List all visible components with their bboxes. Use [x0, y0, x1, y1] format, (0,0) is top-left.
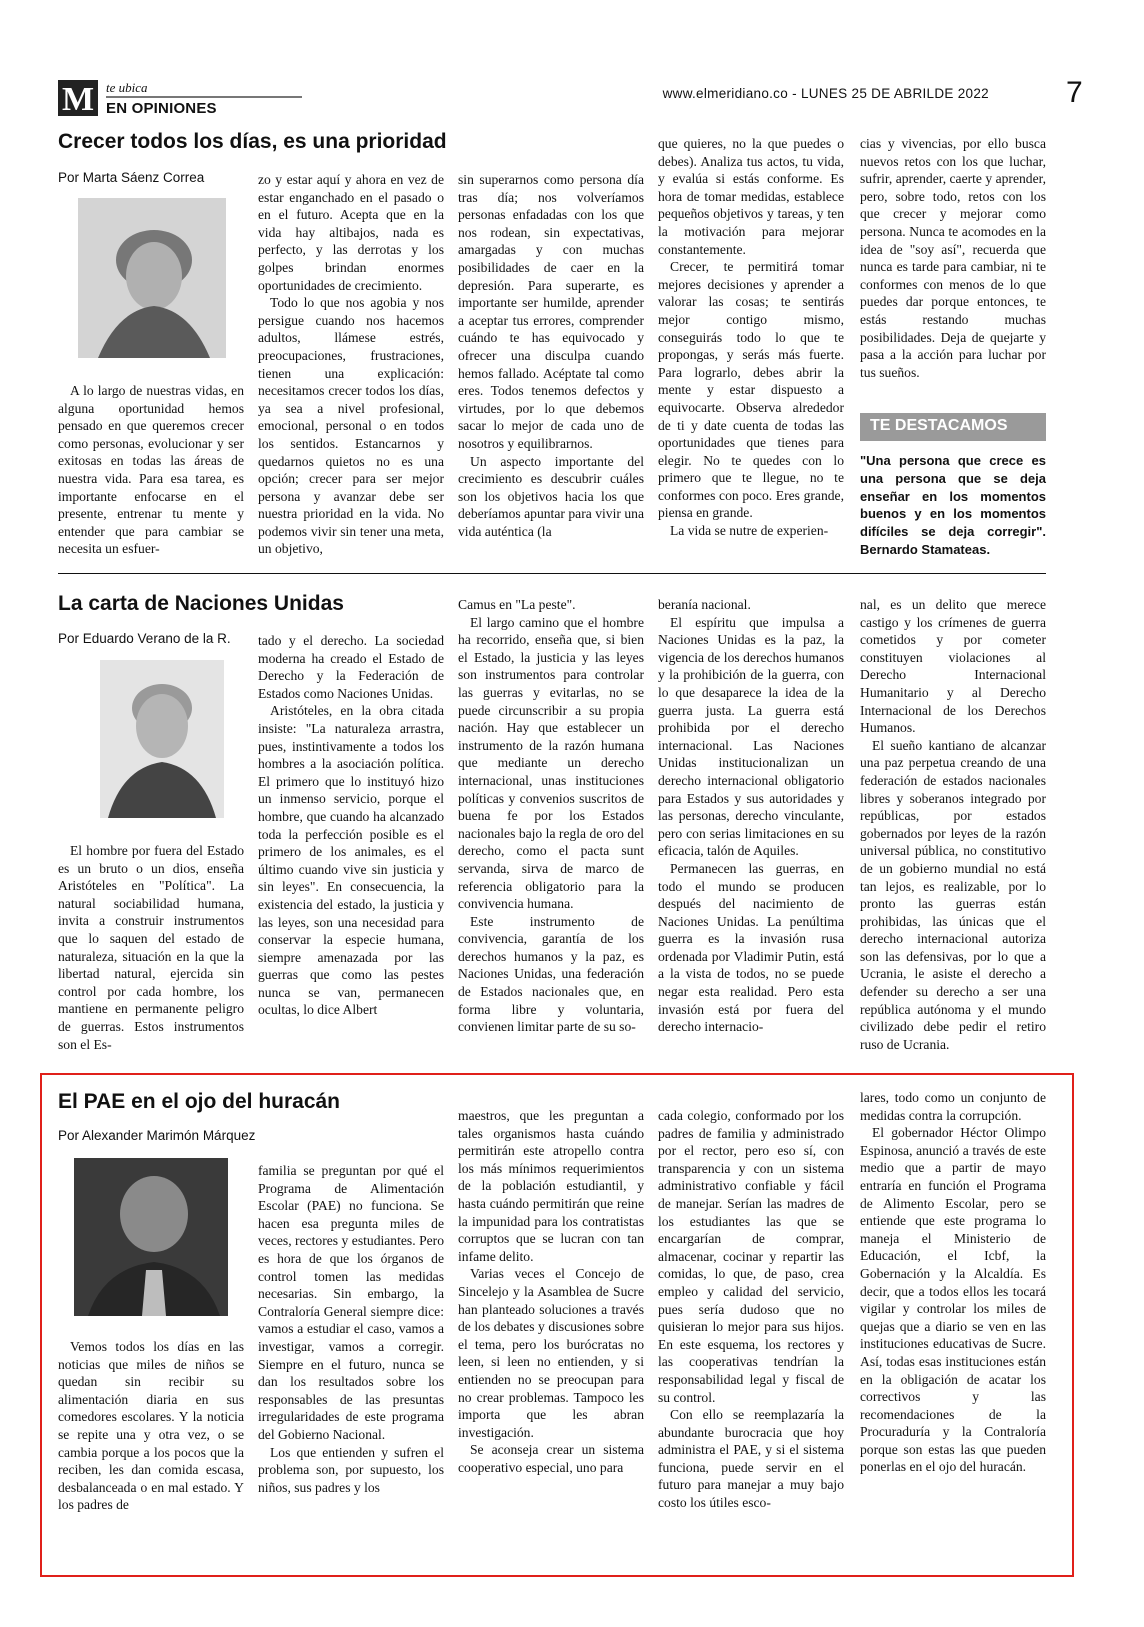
dateline: www.elmeridiano.co - LUNES 25 DE ABRILDE 2022	[662, 86, 989, 101]
article3-column-3	[458, 1107, 644, 1537]
paragraph: Con ello se reemplazaría la abundante burocracia que hoy administra el PAE, y si el sistema funciona, puede servir en el futuro para manejar a muy bajo costo los útiles esco-	[658, 1407, 844, 1511]
paragraph: Este instrumento de convivencia, garantía de los derechos humanos y la paz, es Naciones Unidas, una federación de Estados nacionales que, en forma libre y voluntaria, convienen limitar parte de su so-	[458, 913, 644, 1035]
paragraph: El espíritu que impulsa a Naciones Unidas es la paz, la vigencia de los derechos humanos y la prohibición de la guerra, con lo que desaparece la idea de la guerra justa. La guerra está prohibida por el derecho internacional. Las Naciones Unidas institucionalizan un derecho internacional obligatorio para Estados y sus autoridades y las personas, derecho vinculante, pero con serias limitaciones en su eficacia, talón de Aquiles.	[658, 614, 844, 859]
portrait-icon	[78, 198, 226, 358]
article3-column-4	[658, 1107, 844, 1537]
paragraph: Aristóteles, en la obra citada insiste: "La naturaleza arrastra, pues, instintivamente a todos los hombres a la asociación política. El primero que lo instituyó hizo un inmenso servicio, porque el hombre, que cuando ha alcanzado toda la perfección posible es el primero de los animales, es el último cuando vive sin justicia y sin leyes". En consecuencia, la existencia del estado, la justicia y las leyes, son una necesidad para conservar la especie humana, siempre amenazada por las guerras que como las pestes nunca se van, permanecen ocultas, lo dice Albert	[258, 703, 444, 1018]
divider	[58, 573, 1046, 574]
paragraph: que quieres, no la que puedes o debes). Analiza tus actos, tu vida, y evalúa si estás conforme. Es hora de tomar medidas, establece pequeños objetivos y tareas, y ten la motivación para mejorar constantemente.	[658, 136, 844, 257]
section-rule	[106, 96, 302, 98]
portrait-icon	[100, 660, 224, 818]
article1-column-4	[658, 135, 844, 561]
paragraph: El sueño kantiano de alcanzar una paz perpetua creando de una federación de estados nacionales libres y soberanos integrado por repúblicas, por estados gobernados por leyes de la razón universal pública, no constitutivo de un gobierno mundial no está tan lejos, es realizable, por lo pronto las guerras están prohibidas, las únicas que el derecho internacional autoriza son las defensivas, por lo que a Ucrania, le asiste el derecho a defender su derecho a ser una república autónoma y el mundo civilizado debe pedir el retiro ruso de Ucrania.	[860, 737, 1046, 1052]
author-photo-marta	[78, 198, 226, 358]
highlight-label: TE DESTACAMOS	[860, 413, 1046, 441]
logo-letter: M	[61, 81, 95, 116]
paragraph: Camus en "La peste".	[458, 597, 576, 612]
article3-byline: Por Alexander Marimón Márquez	[58, 1128, 256, 1143]
article3-column-1	[58, 1338, 244, 1534]
paragraph: El largo camino que el hombre ha recorrido, enseña que, si bien el Estado, la justicia y las leyes son instrumentos para controlar las guerras y evitarlas, no se puede circunscribir a su propia nación. Hay que establecer un instrumento de la razón humana que mediante un derecho internacional, unas instituciones políticas y convenios suscritos de buena fe por los Estados nacionales bajo la regla de oro del derecho, como el pacta sunt servanda, sirva de marco de referencia obligatorio para la convivencia humana.	[458, 614, 644, 912]
paragraph: lares, todo como un conjunto de medidas contra la corrupción.	[860, 1090, 1046, 1123]
paragraph: Permanecen las guerras, en todo el mundo se producen después del nacimiento de Naciones Unidas. La penúltima guerra es la invasión rusa ordenada por Vladimir Putin, está a la vista de todos, no se puede negar esta realidad. Pero esta invasión está por fuera del derecho internacio-	[658, 860, 844, 1035]
paragraph: Se aconseja crear un sistema cooperativo especial, uno para	[458, 1442, 644, 1475]
article2-column-2	[258, 632, 444, 1056]
article3-column-5	[860, 1089, 1046, 1549]
author-photo-alexander	[74, 1158, 228, 1316]
article1-column-2	[258, 171, 444, 561]
paragraph: nal, es un delito que merece castigo y los crímenes de guerra cometidos y por cometer constituyen violaciones al Derecho Internacional Humanitario y al Derecho Internacional de los Derechos Humanos.	[860, 597, 1046, 736]
paragraph: Varias veces el Concejo de Sincelejo y la Asamblea de Sucre han planteado soluciones a través de los debates y discusiones sobre el tema, pero los burócratas no leen, si leen no entienden, y si entienden no se preocupan para no crear problemas. Tampoco les importa que les abran investigación.	[458, 1266, 644, 1440]
paragraph: Todo lo que nos agobia y nos persigue cuando nos hacemos adultos, llámese estrés, preocupaciones, frustraciones, tienen una explicación: necesitamos crecer todos los días, ya sea a nivel profesional, emocional, personal o en todos los sentidos. Estancarnos y quedarnos quietos no es una opción; crecer para ser mejor persona y avanzar debe ser nuestra prioridad en la vida. No podemos vivir sin tener una meta, un objetivo,	[258, 295, 444, 557]
article1-column-5	[860, 135, 1046, 405]
article1-title: Crecer todos los días, es una prioridad	[58, 130, 447, 153]
paragraph: La vida se nutre de experien-	[670, 523, 829, 539]
article1-byline: Por Marta Sáenz Correa	[58, 170, 205, 185]
paragraph: cias y vivencias, por ello busca nuevos retos con los que luchar, sufrir, aprender, caerte y aprender, pero, sobre todo, retos con los que crecer y mejorar como persona. Nunca te acomodes en la idea de "soy así", recuerda que nunca es tarde para cambiar, ni te conformes con menos de lo que puedes dar porque entonces, te estás restando muchas posibilidades. Deja de quejarte y pasa a la acción para luchar por tus sueños.	[860, 136, 1046, 380]
article1-column-3	[458, 171, 644, 561]
article2-byline: Por Eduardo Verano de la R.	[58, 631, 231, 646]
newspaper-logo	[58, 80, 98, 116]
article3-column-2	[258, 1162, 444, 1536]
page-number: 7	[1066, 76, 1083, 109]
paragraph: El gobernador Héctor Olimpo Espinosa, anunció a través de este medio que a partir de mayo entraría en función el Programa de Alimento Escolar, pero se entiende que este programa lo maneja el Ministerio de Educación, el Icbf, la Gobernación y la Alcaldía. Es decir, que a todos ellos les tocará vigilar y controlar los miles de quejas que a diario se ven en las instituciones educativas de Sucre. Así, todas esas instituciones están en la obligación de acatar los correctivos y las recomendaciones de la Procuraduría y la Contraloría porque son estas las que pueden ponerlas en el ojo del huracán.	[860, 1125, 1046, 1475]
article2-column-1	[58, 842, 244, 1054]
paragraph: familia se preguntan por qué el Programa de Alimentación Escolar (PAE) no funciona. Se hacen esa pregunta miles de veces, rectores y estudiantes. Pero es hora de que los órganos de control tomen las medidas necesarias. Sin embargo, la Contraloría General siempre dice: vamos a estudiar el caso, vamos a investigar, vamos a corregir. Siempre en el futuro, nunca se dan los resultados sobre los responsables de las presuntas irregularidades de este programa del Gobierno Nacional.	[258, 1163, 444, 1442]
tagline: te ubica	[106, 80, 148, 95]
article1-column-1	[58, 382, 244, 560]
portrait-icon	[74, 1158, 228, 1316]
paragraph: sin superarnos como persona día tras día; nos volveríamos personas enfadadas con los que nos rodean, sin expectativas, amargadas y con muchas posibilidades de caer en la depresión. Para superarte, es importante ser humilde, aprender a aceptar tus errores, comprender cuándo te has equivocado y ofrecer una disculpa cuando hemos fallado. Acéptate tal como eres. Todos tenemos defectos y virtudes, por lo que debemos sacar lo mejor de cada uno de nosotros y equilibrarnos.	[458, 172, 644, 451]
paragraph: Un aspecto importante del crecimiento es descubrir cuáles son los objetivos hacia los que deberíamos apuntar para vivir una vida auténtica (la	[458, 453, 644, 539]
paragraph: zo y estar aquí y ahora en vez de estar enganchado en el pasado o en el futuro. Acepta que en la vida hay altibajos, nada es perfecto, y las derrotas y los golpes brindan enormes oportunidades de crecimiento.	[258, 172, 444, 293]
highlight-quote: "Una persona que crece es una persona que se deja enseñar en los momentos buenos y en los momentos difíciles se deja corregir". Bernardo Stamateas.	[860, 453, 1046, 557]
article2-title: La carta de Naciones Unidas	[58, 592, 344, 615]
paragraph: cada colegio, conformado por los padres de familia y administrado por el rector, pero eso sí, con transparencia y con un sistema administrativo confiable y fácil de manejar. Serían las madres de los estudiantes las que se encargarían de comprar, almacenar, cocinar y repartir las comidas, lo que, de paso, crea empleo y calidad del servicio, pues sería dudoso que no quisieran lo mejor para sus hijos. En este esquema, los rectores y las cooperativas tendrían la responsabilidad legal y fiscal de su control.	[658, 1108, 844, 1405]
paragraph: El hombre por fuera del Estado es un bruto o un dios, enseña Aristóteles en "Política". La natural sociabilidad humana, invita a construir instrumentos que lo saquen del estado de naturaleza, situación en la que la libertad natural, ejercida sin control por cada hombre, los mantiene en permanente peligro de guerras. Estos instrumentos son el Es-	[58, 843, 244, 1052]
article3-title: El PAE en el ojo del huracán	[58, 1090, 341, 1113]
paragraph: A lo largo de nuestras vidas, en alguna oportunidad hemos pensado en que queremos crecer como personas, evolucionar y ser exitosas en todas las áreas de nuestra vida. Para esa tarea, es importante enfocarse en el presente, entrenar tu mente y entender que para cambiar se necesita un esfuer-	[58, 383, 244, 557]
article2-column-5	[860, 596, 1046, 1056]
paragraph: maestros, que les preguntan a tales organismos hasta cuándo permitirán este atropello contra los más mínimos requerimientos de la población estudiantil, y hasta cuándo permitirán que reine la impunidad para los contratistas corruptos que se lucran con tan infame delito.	[458, 1108, 644, 1264]
paragraph: Vemos todos los días en las noticias que miles de niños se quedan sin recibir su alimentación diaria en sus comedores escolares. Y la noticia se repite una y otra vez, o se cambia porque a los pocos que la reciben, les dan comida escasa, desbalanceada o en mal estado. Y los padres de	[58, 1339, 244, 1513]
paragraph: beranía nacional.	[658, 597, 751, 612]
article2-column-4	[658, 596, 844, 1056]
paragraph: tado y el derecho. La sociedad moderna ha creado el Estado de Derecho y la Federación de Estados como Naciones Unidas.	[258, 633, 444, 701]
paragraph: Crecer, te permitirá tomar mejores decisiones y aprender a valorar las cosas; te sentirás mejor contigo mismo, conseguirás todo lo que te propongas, y serás más fuerte. Para lograrlo, debes abrir la mente y estar dispuesto a equivocarte. Observa alrededor de ti y date cuenta de todas las oportunidades que tienes para elegir. No te quedes con lo primero que te llegue, no te conformes con poco. Eres grande, piensa en grande.	[658, 259, 844, 521]
section-title: EN OPINIONES	[106, 100, 217, 117]
article2-column-3	[458, 596, 644, 1056]
paragraph: Los que entienden y sufren el problema son, por supuesto, los niños, sus padres y los	[258, 1444, 444, 1495]
author-photo-eduardo	[100, 660, 224, 818]
